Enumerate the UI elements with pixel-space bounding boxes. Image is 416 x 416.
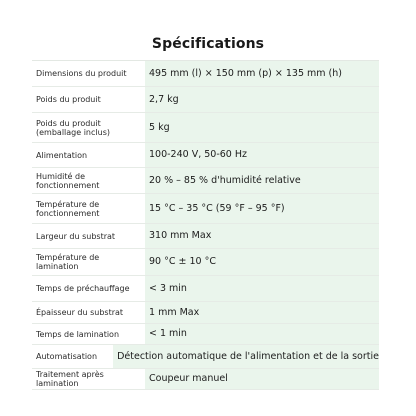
spec-row-substrate-width [32,224,379,249]
spec-row-substrate-thickness [32,302,379,324]
spec-value: 15 °C – 35 °C (59 °F – 95 °F) [145,194,379,223]
spec-value: < 3 min [145,276,379,301]
spec-label: Humidité de fonctionnement [32,168,145,193]
spec-row-lamination-temperature [32,249,379,276]
spec-value: 20 % – 85 % d'humidité relative [145,168,379,193]
spec-row-weight [32,87,379,113]
spec-value: 495 mm (l) × 150 mm (p) × 135 mm (h) [145,61,379,86]
spec-label: Largeur du substrat [32,224,145,248]
spec-label: Alimentation [32,143,145,167]
spec-row-humidity [32,168,379,194]
spec-label: Automatisation [32,345,113,368]
spec-label: Épaisseur du substrat [32,302,145,323]
page-title: Spécifications [151,36,265,52]
spec-label: Poids du produit [32,87,145,112]
spec-value: 90 °C ± 10 °C [145,249,379,275]
spec-value: 1 mm Max [145,302,379,323]
spec-row-post-lamination [32,369,379,390]
spec-row-automation [32,345,379,369]
spec-row-power [32,143,379,168]
spec-table [32,60,379,390]
spec-value: < 1 min [145,324,379,344]
spec-label: Traitement après lamination [32,369,145,389]
spec-label: Température de fonctionnement [32,194,145,223]
spec-row-dimensions [32,61,379,87]
spec-value: 310 mm Max [145,224,379,248]
spec-label: Dimensions du produit [32,61,145,86]
spec-row-weight-packaged [32,113,379,143]
spec-label: Poids du produit (emballage inclus) [32,113,145,142]
spec-value: Coupeur manuel [145,369,379,389]
spec-row-operating-temperature [32,194,379,224]
spec-value: Détection automatique de l'alimentation et de la sortie [113,345,379,368]
spec-value: 2,7 kg [145,87,379,112]
spec-row-preheat-time [32,276,379,302]
spec-value: 5 kg [145,113,379,142]
spec-label: Température de lamination [32,249,145,275]
spec-label: Temps de préchauffage [32,276,145,301]
spec-row-lamination-time [32,324,379,345]
spec-value: 100-240 V, 50-60 Hz [145,143,379,167]
spec-label: Temps de lamination [32,324,145,344]
